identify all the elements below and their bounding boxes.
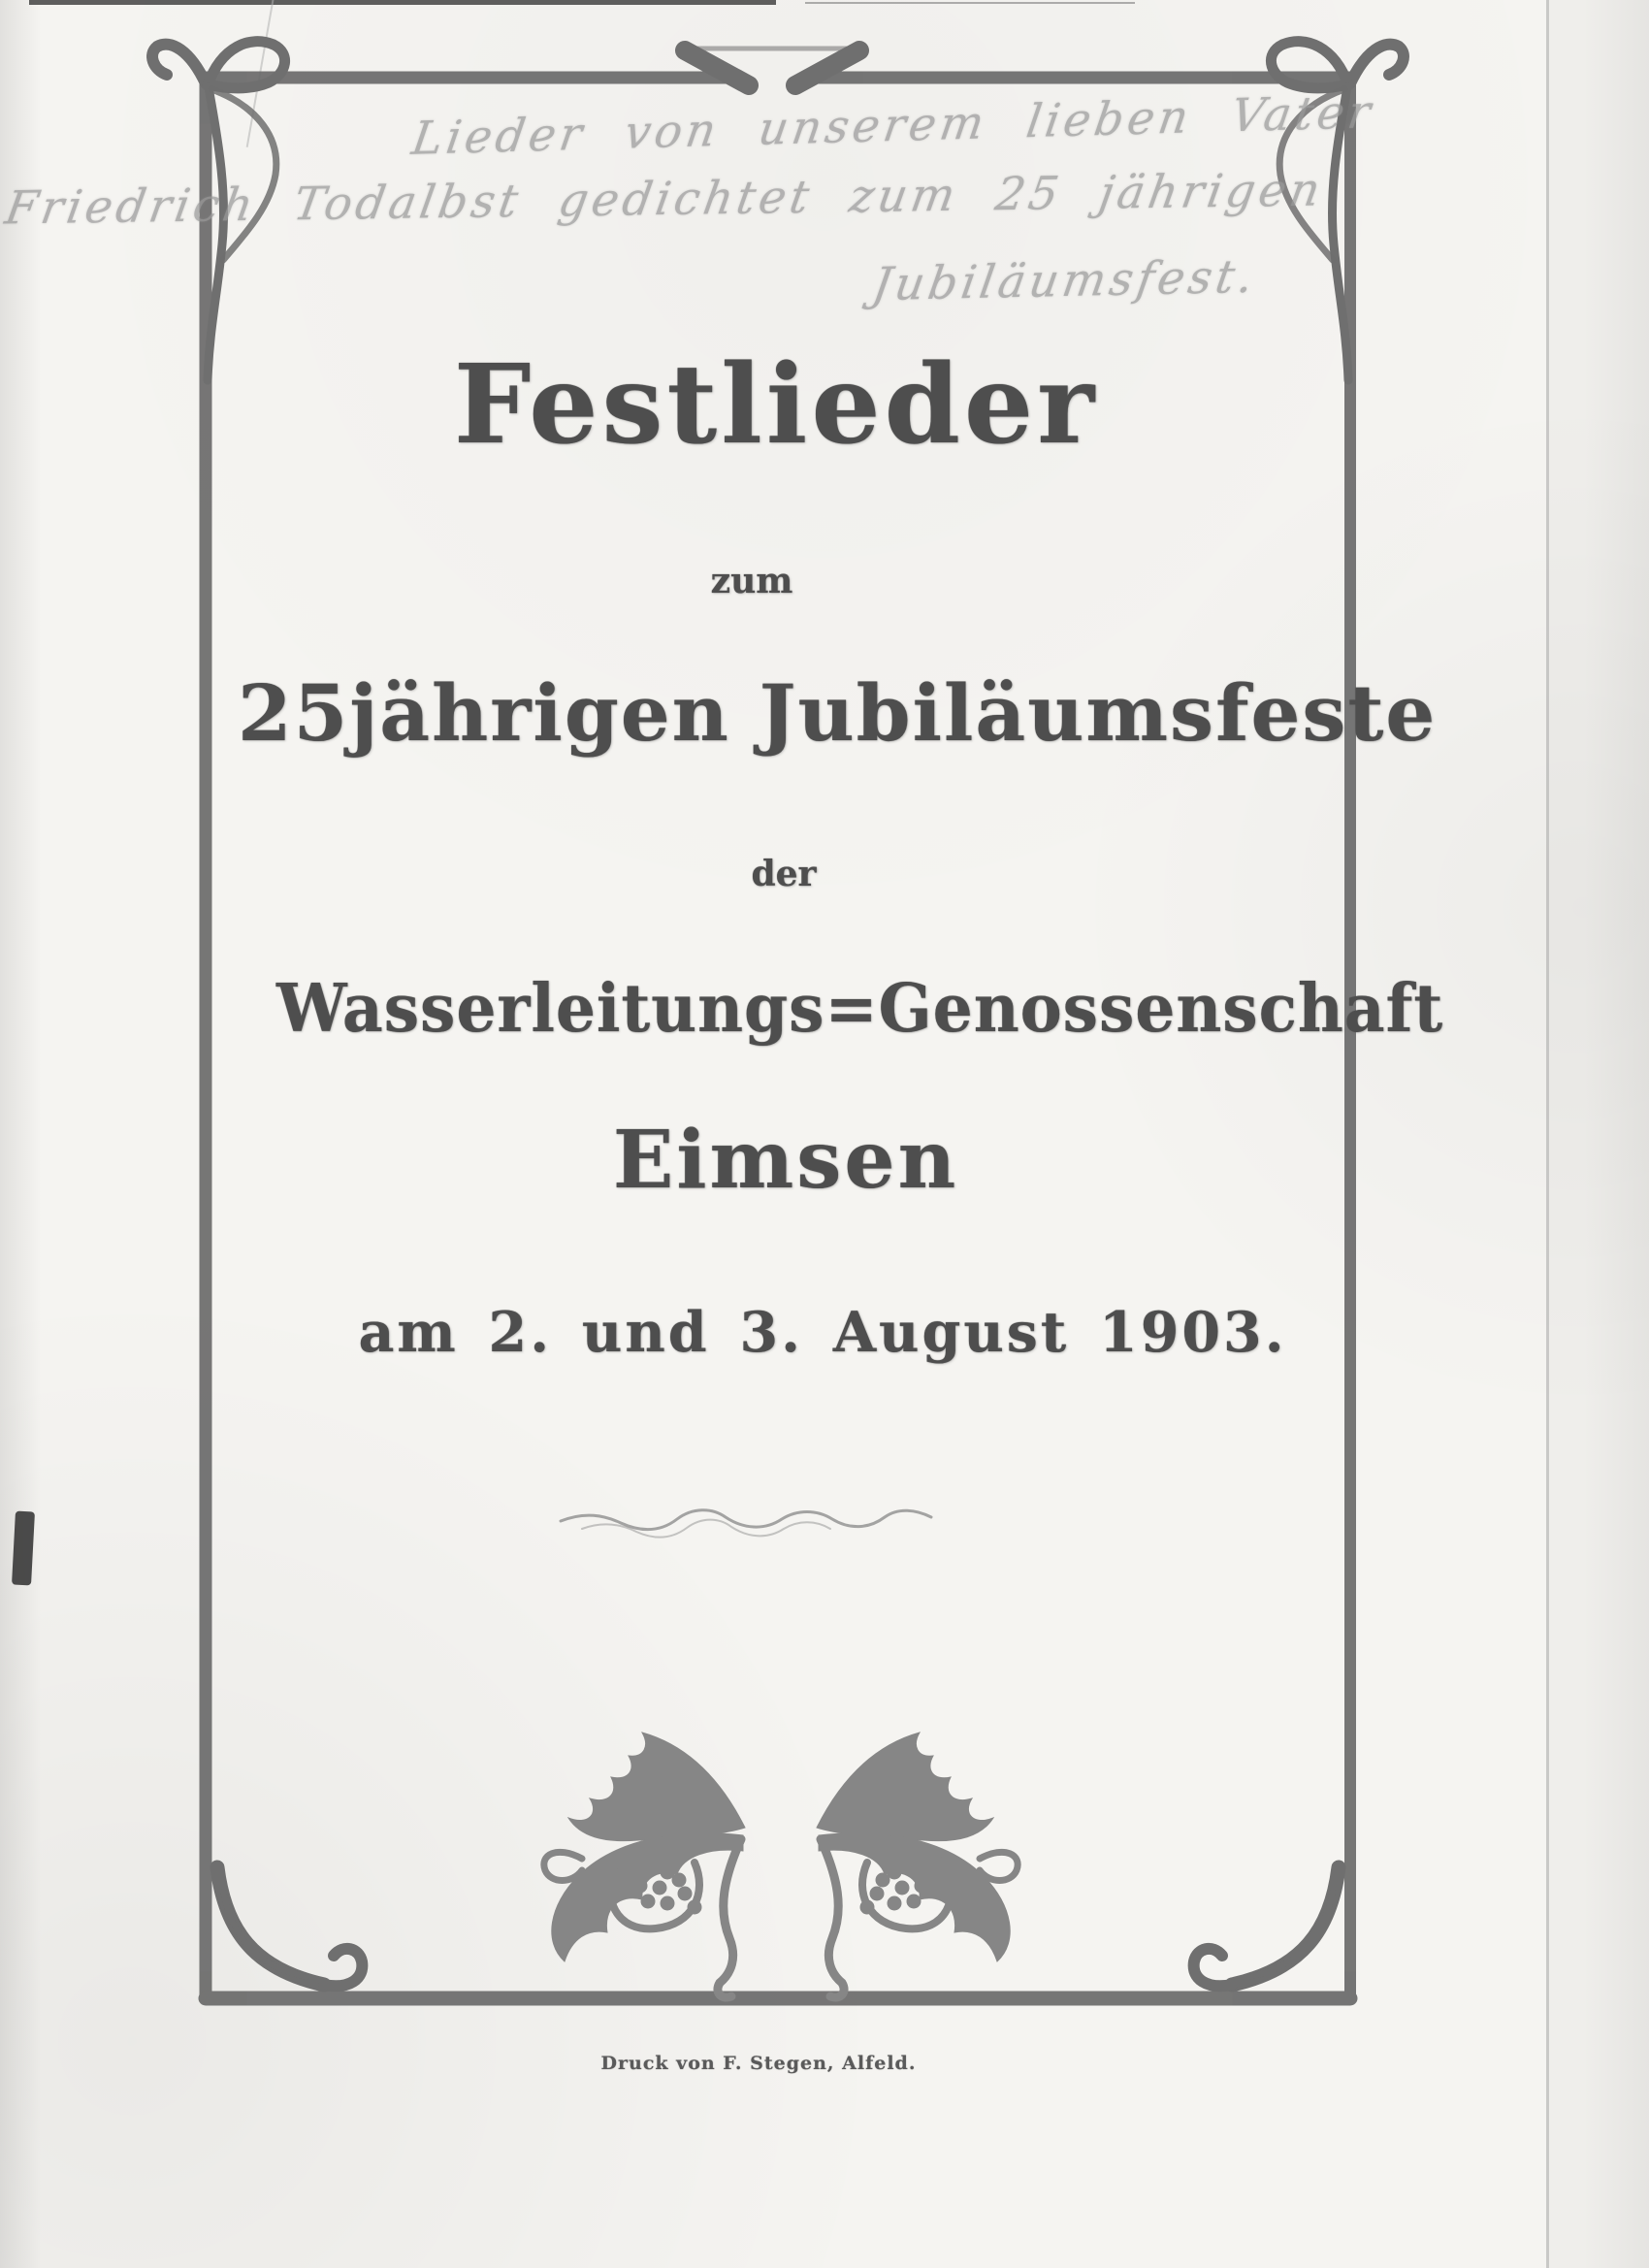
vine-ornament (544, 1733, 1018, 1997)
jubilee-line: 25jährigen Jubiläumsfeste (238, 667, 1438, 759)
corner-flourish-bottom-right (1194, 1867, 1339, 1986)
printer-imprint: Druck von F. Stegen, Alfeld. (600, 2053, 917, 2074)
booklet-title: Festlieder (453, 341, 1099, 469)
vine-ornament-right-half (817, 1733, 1018, 1997)
vine-ornament-left-half (544, 1733, 745, 1997)
preposition-der: der (751, 854, 817, 894)
handwritten-note-line3: Jubiläumsfest. (868, 249, 1261, 312)
preposition-zum: zum (710, 561, 793, 601)
handwritten-note-line1: Lieder von unserem lieben Vater (408, 85, 1378, 166)
event-date-line: am 2. und 3. August 1903. (358, 1300, 1287, 1365)
organization-name: Wasserleitungs=Genossenschaft (276, 970, 1444, 1048)
handwritten-note-line2: Friedrich Todalbst gedichtet zum 25 jährigen (1, 163, 1328, 236)
divider-squiggle (561, 1510, 931, 1538)
place-name: Eimsen (612, 1114, 959, 1207)
corner-flourish-bottom-left (217, 1867, 362, 1986)
